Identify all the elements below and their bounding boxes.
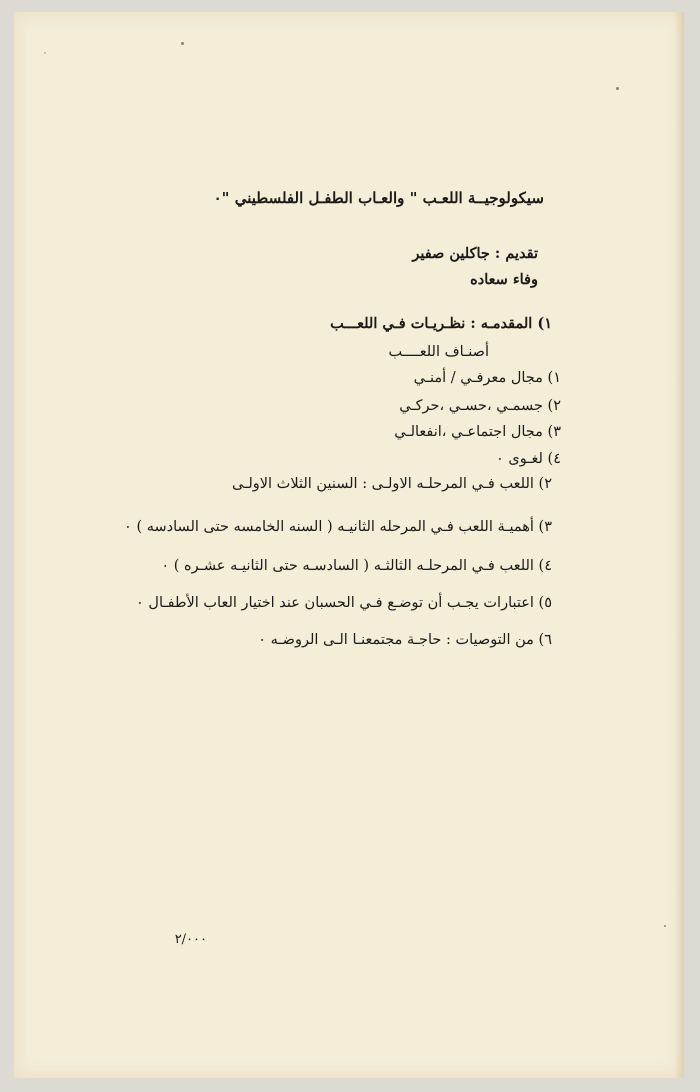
- outline-subitem: ٤) لغـوى ٠: [496, 451, 561, 467]
- outline-item-3: ٣) أهميـة اللعب فـي المرحله الثانيـه ( السنه الخامسه حتى السادسه ) ٠: [124, 519, 552, 535]
- outline-item-6: ٦) من التوصيات : حاجـة مجتمعنـا الـى الروضـه ٠: [258, 632, 552, 648]
- outline-subitem: ٣) مجال اجتماعـي ،انفعالـي: [394, 424, 561, 440]
- page-number: ٢/٠٠٠: [174, 932, 207, 947]
- outline-item-2: ٢) اللعب فـي المرحلـه الاولـى : السنين الثلاث الاولـى: [232, 476, 552, 492]
- presenters-line-2: وفاء سعاده: [470, 271, 538, 288]
- paper-speck: [664, 925, 666, 927]
- outline-item-4: ٤) اللعب فـي المرحلـه الثالثـه ( السادسـه حتى الثانيـه عشـره ) ٠: [161, 558, 552, 574]
- paper-speck: [616, 87, 619, 90]
- paper-speck: [181, 42, 184, 45]
- document-title: سيكولوجيــة اللعـب " والعـاب الطفـل الفلسطيني "٠: [213, 189, 544, 207]
- paper-edge-shading: [674, 12, 684, 1078]
- presenters-line-1: تقديم : جاكلين صفير: [412, 245, 538, 262]
- paper-speck: [44, 52, 46, 54]
- outline-subitem: ١) مجال معرفـي / أمنـي: [413, 370, 561, 386]
- outline-item-1: ١) المقدمـه : نظـريـات فـي اللعـــب: [330, 315, 552, 332]
- document-page: [14, 12, 684, 1078]
- outline-item-5: ٥) اعتبارات يجـب أن توضـع فـي الحسبان عند اختيار العاب الأطفـال ٠: [136, 595, 552, 611]
- outline-subheading: أصنـاف اللعــــب: [388, 344, 489, 360]
- outline-subitem: ٢) جسمـي ،حسـي ،حركـي: [399, 398, 561, 414]
